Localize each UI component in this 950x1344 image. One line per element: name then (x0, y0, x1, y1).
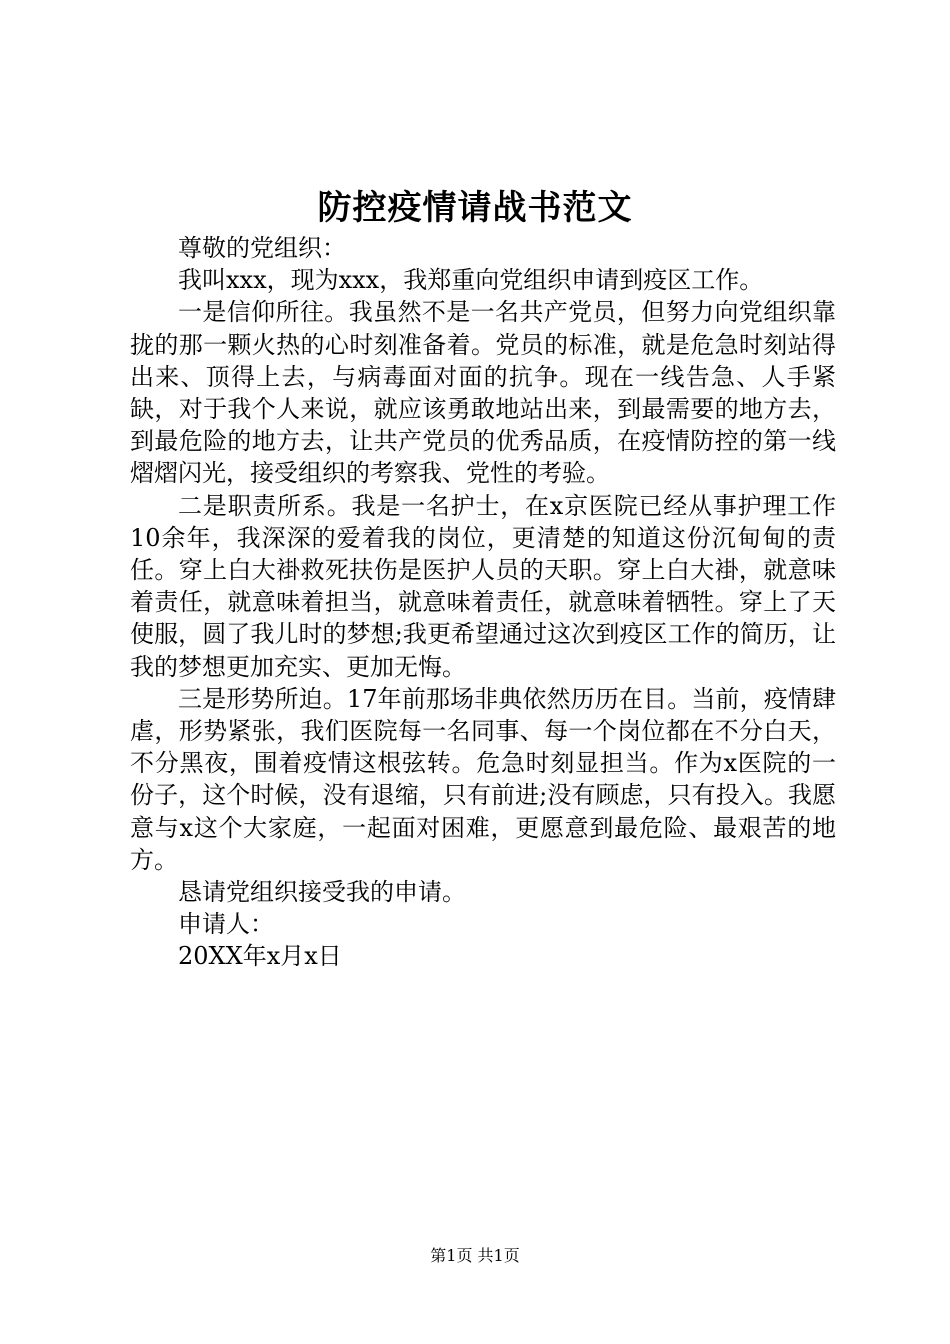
applicant-label: 申请人： (178, 910, 274, 939)
document-title: 防控疫情请战书范文 (317, 188, 633, 228)
document-body (130, 232, 836, 973)
document-date: 20XX年x月x日 (178, 942, 342, 971)
paragraph-intro: 我叫xxx，现为xxx，我郑重向党组织申请到疫区工作。 (178, 266, 764, 295)
paragraph-situation: 三是形势所迫。17年前那场非典依然历历在目。当前，疫情肆虐，形势紧张，我们医院每一名同事、每一个岗位都在不分白天，不分黑夜，围着疫情这根弦转。危急时刻显担当。作为x医院的一份子，这个时候，没有退缩，只有前进;没有顾虑，只有投入。我愿意与x这个大家庭，一起面对困难，更愿意到最危险、最艰苦的地方。 (130, 684, 836, 874)
paragraph-belief: 一是信仰所往。我虽然不是一名共产党员，但努力向党组织靠拢的那一颗火热的心时刻准备着。党员的标准，就是危急时刻站得出来、顶得上去，与病毒面对面的抗争。现在一线告急、人手紧缺，对于我个人来说，就应该勇敢地站出来，到最需要的地方去，到最危险的地方去，让共产党员的优秀品质，在疫情防控的第一线熠熠闪光，接受组织的考察我、党性的考验。 (130, 298, 836, 488)
paragraph-request: 恳请党组织接受我的申请。 (178, 878, 466, 907)
paragraph-duty: 二是职责所系。我是一名护士，在x京医院已经从事护理工作10余年，我深深的爱着我的岗位，更清楚的知道这份沉甸甸的责任。穿上白大褂救死扶伤是医护人员的天职。穿上白大褂，就意味着责任，就意味着担当，就意味着责任，就意味着牺牲。穿上了天使服，圆了我儿时的梦想;我更希望通过这次到疫区工作的简历，让我的梦想更加充实、更加无悔。 (130, 491, 836, 681)
salutation: 尊敬的党组织： (178, 234, 346, 262)
page-footer: 第1页 共1页 (430, 1246, 520, 1265)
